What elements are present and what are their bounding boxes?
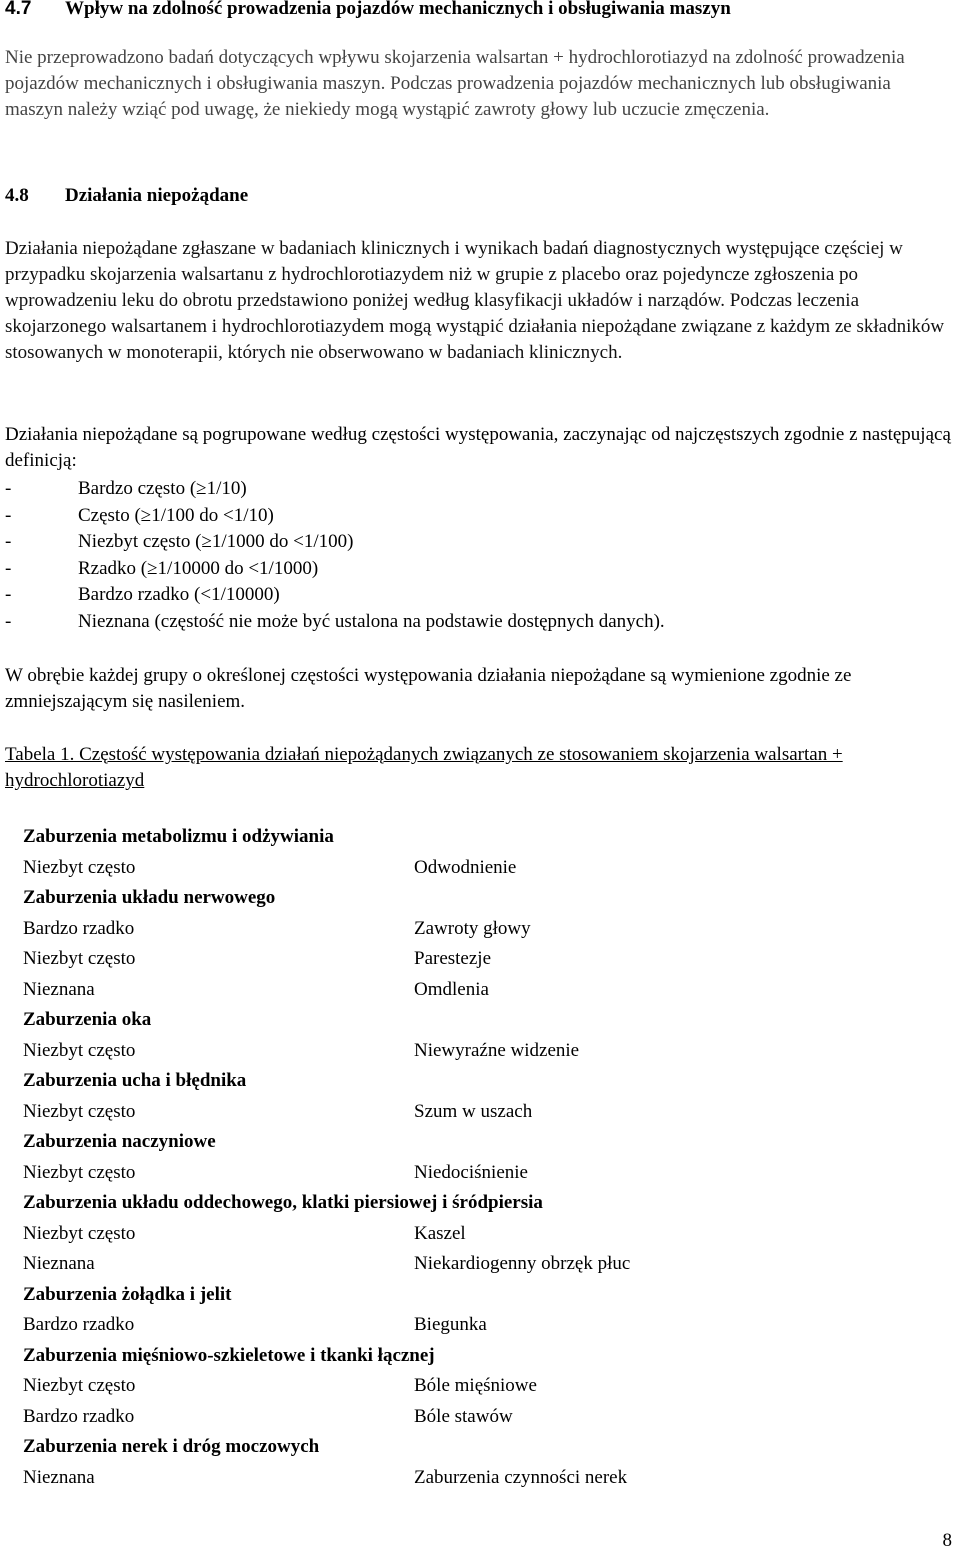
table-group-row [23,822,630,853]
severity-note: W obrębie każdej grupy o określonej częstości występowania działania niepożądane są wymienione zgodnie ze zmniejszającym się nasileniem. [5,665,852,712]
list-dash: - [5,584,12,605]
effect-cell: Niedociśnienie [414,1161,528,1183]
table-group-row [23,1188,630,1219]
list-item-text: Niezbyt często (≥1/1000 do <1/100) [78,531,354,552]
table-row [23,1219,630,1250]
table-row [23,944,630,975]
organ-class-heading: Zaburzenia ucha i błędnika [23,1070,247,1092]
table-group-row [23,1341,630,1372]
list-item-text: Rzadko (≥1/10000 do <1/1000) [78,557,319,579]
frequency-list-item [5,609,665,636]
frequency-cell: Nieznana [23,978,95,1000]
frequency-cell: Bardzo rzadko [23,1314,135,1336]
frequency-list-item [5,582,665,609]
table-row [23,853,630,884]
list-dash: - [5,504,12,526]
frequency-list-item [5,556,665,583]
organ-class-heading: Zaburzenia metabolizmu i odżywiania [23,826,334,848]
effect-cell: Bóle stawów [414,1405,513,1427]
frequency-cell: Nieznana [23,1253,95,1275]
table-row [23,1249,630,1280]
page-number: 8 [942,1530,952,1551]
effect-cell: Szum w uszach [414,1100,533,1122]
table-row [23,1097,630,1128]
section-title: Wpływ na zdolność prowadzenia pojazdów mechanicznych i obsługiwania maszyn [65,0,731,19]
effect-cell: Omdlenia [414,978,489,1000]
frequency-cell: Niezbyt często [23,948,136,970]
organ-class-heading: Zaburzenia układu oddechowego, klatki piersiowej i śródpiersia [23,1192,543,1214]
effect-cell: Niekardiogenny obrzęk płuc [414,1253,631,1275]
table-row [23,1402,630,1433]
section-number: 4.7 [5,0,32,19]
frequency-cell: Niezbyt często [23,1100,136,1122]
table-row [23,1371,630,1402]
effect-cell: Bóle mięśniowe [414,1375,537,1397]
organ-class-heading: Zaburzenia nerek i dróg moczowych [23,1436,320,1458]
organ-class-heading: Zaburzenia żołądka i jelit [23,1283,232,1305]
frequency-cell: Niezbyt często [23,1161,136,1183]
adverse-effects-intro: Działania niepożądane zgłaszane w badaniach klinicznych i wynikach badań diagnostycznych występujące częściej w przypadku skojarzenia walsartanu z hydrochlorotiazydem niż w grupie z placebo oraz pojedyncze zgłoszenia po wprowadzeniu leku do obrotu przedstawiono poniżej według klasyfikacji układów i narządów. Podczas leczenia skojarzonego walsartanem i hydrochlorotiazydem mogą wystąpić działania niepożądane związane z każdym ze składników stosowanych w monoterapii, których nie obserwowano w badaniach klinicznych. [5,238,945,363]
effect-cell: Biegunka [414,1314,487,1336]
effect-cell: Zaburzenia czynności nerek [414,1466,628,1488]
effect-cell: Zawroty głowy [414,917,531,939]
table-group-row [23,1432,630,1463]
table-row [23,1310,630,1341]
table-row [23,1463,630,1494]
section-number: 4.8 [5,185,29,206]
section-4-7-heading [5,0,731,21]
effect-cell: Parestezje [414,948,492,970]
list-dash: - [5,557,12,579]
section-4-8-heading [5,184,248,208]
table-row [23,1158,630,1189]
effect-cell: Odwodnienie [414,856,517,878]
table-group-row [23,1127,630,1158]
section-4-7-text: Nie przeprowadzono badań dotyczących wpływu skojarzenia walsartan + hydrochlorotiazyd na zdolność prowadzenia pojazdów mechanicznych i obsługiwania maszyn. Podczas prowadzenia pojazdów mechanicznych lub obsługiwania maszyn należy wziąć pod uwagę, że niekiedy mogą wystąpić zawroty głowy lub uczucie zmęczenia. [5,47,905,120]
effect-cell: Kaszel [414,1222,466,1244]
frequency-list-item [5,529,665,556]
list-item-text: Nieznana (częstość nie może być ustalona na podstawie dostępnych danych). [78,610,665,632]
frequency-cell: Bardzo rzadko [23,1405,135,1427]
effect-cell: Niewyraźne widzenie [414,1039,580,1061]
frequency-list-item [5,503,665,530]
table-group-row [23,883,630,914]
list-dash: - [5,531,12,552]
list-item-text: Bardzo często (≥1/10) [78,478,247,499]
frequency-cell: Niezbyt często [23,1039,136,1061]
table-row [23,975,630,1006]
list-item-text: Bardzo rzadko (<1/10000) [78,584,280,605]
table-group-row [23,1005,630,1036]
organ-class-heading: Zaburzenia mięśniowo-szkieletowe i tkanki łącznej [23,1344,435,1366]
organ-class-heading: Zaburzenia naczyniowe [23,1131,216,1153]
table-caption: Tabela 1. Częstość występowania działań niepożądanych związanych ze stosowaniem skojarzenia walsartan + hydrochlorotiazyd [5,744,843,791]
table-group-row [23,1280,630,1311]
frequency-definitions-list [5,476,665,635]
section-title: Działania niepożądane [65,185,249,206]
table-row [23,914,630,945]
frequency-intro: Działania niepożądane są pogrupowane według częstości występowania, zaczynając od najczęstszych zgodnie z następującą definicją: [5,424,951,471]
table-row [23,1036,630,1067]
frequency-cell: Niezbyt często [23,1222,136,1244]
list-item-text: Często (≥1/100 do <1/10) [78,504,274,526]
table-group-row [23,1066,630,1097]
frequency-cell: Niezbyt często [23,1375,136,1397]
frequency-cell: Bardzo rzadko [23,917,135,939]
organ-class-heading: Zaburzenia oka [23,1009,152,1031]
list-dash: - [5,478,12,499]
adverse-effects-table [23,822,630,1493]
frequency-cell: Nieznana [23,1466,95,1488]
frequency-list-item [5,476,665,503]
list-dash: - [5,610,12,632]
organ-class-heading: Zaburzenia układu nerwowego [23,887,276,909]
frequency-cell: Niezbyt często [23,856,136,878]
